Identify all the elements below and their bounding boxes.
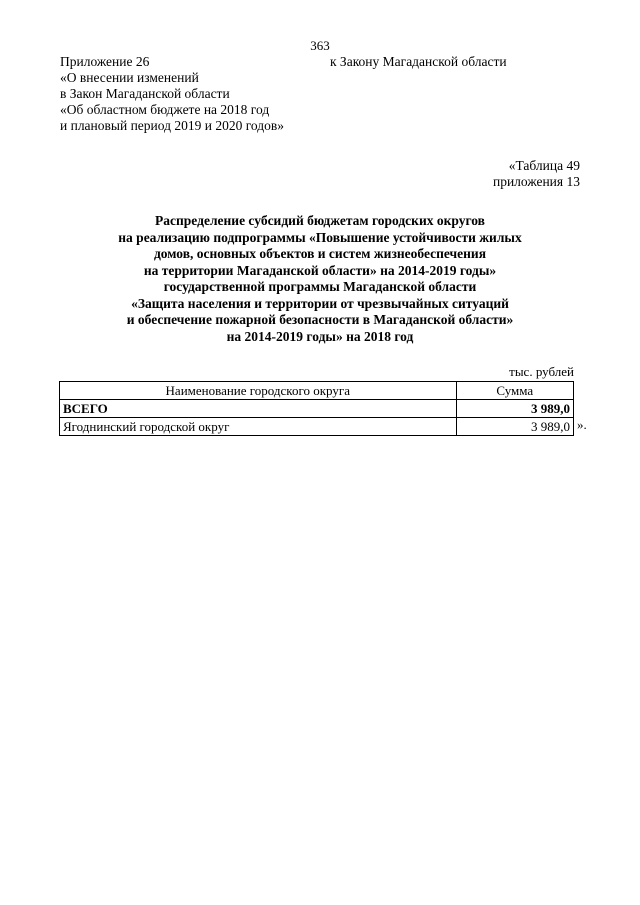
document-title bbox=[40, 213, 600, 345]
page-number: 363 bbox=[310, 38, 330, 53]
title-line: домов, основных объектов и систем жизнеобеспечения bbox=[153, 246, 487, 261]
appendix-line: и плановый период 2019 и 2020 годов» bbox=[60, 118, 285, 133]
header-district-name: Наименование городского округа bbox=[60, 382, 457, 400]
total-sum: 3 989,0 bbox=[456, 400, 573, 418]
table-row-total bbox=[60, 400, 574, 418]
appendix-line: в Закон Магаданской области bbox=[60, 86, 230, 101]
title-line: и обеспечение пожарной безопасности в Магаданской области» bbox=[126, 312, 514, 327]
table-reference bbox=[493, 158, 580, 190]
law-reference: к Закону Магаданской области bbox=[330, 54, 507, 69]
total-label: ВСЕГО bbox=[60, 400, 457, 418]
title-line: государственной программы Магаданской области bbox=[163, 279, 477, 294]
district-name: Ягоднинский городской округ bbox=[60, 418, 457, 436]
appendix-line: Приложение 26 bbox=[60, 54, 150, 69]
title-line: на территории Магаданской области» на 2014-2019 годы» bbox=[143, 262, 497, 278]
title-line: на 2014-2019 годы» на 2018 год bbox=[226, 328, 414, 344]
closing-quote: ». bbox=[577, 417, 587, 432]
table-reference-line: «Таблица 49 bbox=[508, 158, 580, 173]
subsidy-table bbox=[59, 381, 574, 436]
district-sum: 3 989,0 bbox=[456, 418, 573, 436]
title-line: «Защита населения и территории от чрезвычайных ситуаций bbox=[131, 295, 509, 311]
title-line: на реализацию подпрограммы «Повышение устойчивости жилых bbox=[118, 229, 522, 245]
appendix-header bbox=[60, 54, 340, 134]
table-header-row bbox=[60, 382, 574, 400]
appendix-line: «О внесении изменений bbox=[60, 70, 199, 85]
table-reference-line: приложения 13 bbox=[492, 174, 580, 189]
title-line: Распределение субсидий бюджетам городских округов bbox=[155, 213, 485, 228]
table-row bbox=[60, 418, 574, 436]
appendix-line: «Об областном бюджете на 2018 год bbox=[60, 102, 270, 117]
header-sum: Сумма bbox=[456, 382, 573, 400]
units-label: тыс. рублей bbox=[509, 364, 574, 379]
